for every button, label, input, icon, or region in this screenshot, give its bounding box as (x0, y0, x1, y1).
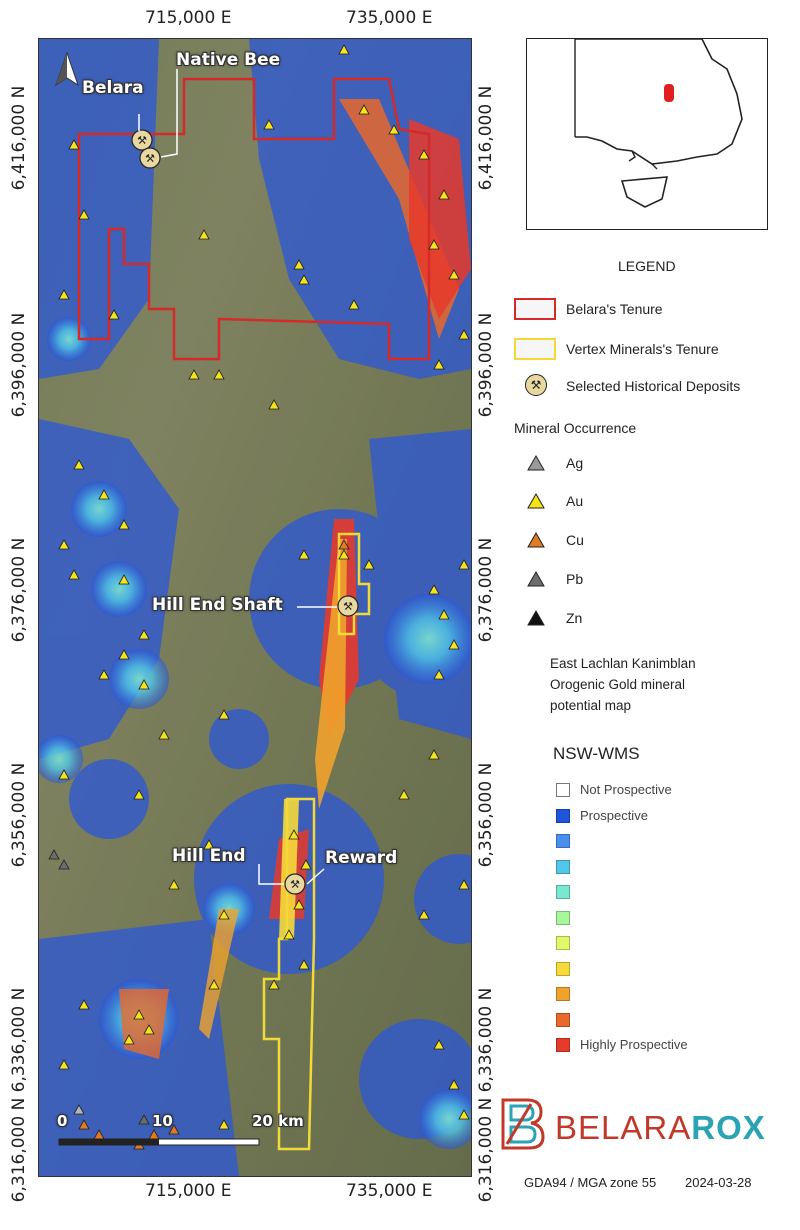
label-hill-end-shaft: Hill End Shaft (152, 595, 283, 615)
location-marker (664, 84, 674, 102)
legend-occurrence-title: Mineral Occurrence (514, 420, 637, 436)
bottom-x-label: 735,000 E (346, 1181, 433, 1201)
logo-part2: ROX (691, 1109, 766, 1146)
au-triangle-icon (526, 492, 546, 510)
wms-label: Highly Prospective (580, 1037, 688, 1052)
label-native-bee: Native Bee (176, 50, 281, 70)
scale-label-0: 0 (57, 1112, 68, 1130)
right-y-label: 6,376,000 N (476, 537, 496, 643)
right-y-label: 6,336,000 N (476, 987, 496, 1093)
scale-bar (59, 1139, 259, 1145)
map-note-line: potential map (550, 698, 632, 713)
wms-swatch (556, 1013, 570, 1027)
wms-swatch (556, 885, 570, 899)
label-hill-end: Hill End (172, 846, 246, 866)
wms-swatch (556, 783, 570, 797)
right-y-label: 6,416,000 N (476, 85, 496, 191)
zn-triangle-icon (526, 609, 546, 627)
wms-swatch (556, 834, 570, 848)
map-note-line: East Lachlan Kanimblan (550, 656, 696, 671)
legend-title: LEGEND (618, 258, 676, 274)
legend-ag: Ag (566, 455, 584, 471)
legend-belara-tenure: Belara's Tenure (566, 301, 663, 317)
left-y-label: 6,396,000 N (9, 312, 29, 418)
left-y-label: 6,376,000 N (9, 537, 29, 643)
left-y-label: 6,356,000 N (9, 762, 29, 868)
scale-label-10: 10 (152, 1112, 173, 1130)
wms-label: Prospective (580, 807, 648, 823)
legend-historical-deposits: Selected Historical Deposits (566, 378, 741, 394)
legend-au: Au (566, 493, 584, 509)
date-text: 2024-03-28 (685, 1175, 752, 1190)
right-y-label: 6,356,000 N (476, 762, 496, 868)
belararox-wordmark (555, 1109, 766, 1147)
legend-vertex-tenure: Vertex Minerals's Tenure (566, 341, 719, 357)
logo-part1: BELARA (555, 1109, 692, 1146)
vertex-tenure-swatch (514, 338, 556, 360)
svg-text:⚒: ⚒ (137, 134, 147, 147)
wms-swatch (556, 987, 570, 1001)
label-reward: Reward (325, 848, 398, 868)
left-y-label: 6,316,000 N (9, 1097, 29, 1203)
bottom-x-label: 715,000 E (145, 1181, 232, 1201)
projection-text: GDA94 / MGA zone 55 (524, 1175, 657, 1190)
wms-swatch (556, 911, 570, 925)
wms-swatch (556, 1038, 570, 1052)
belararox-logo-icon (497, 1096, 549, 1152)
svg-text:⚒: ⚒ (145, 152, 155, 165)
legend-zn: Zn (566, 610, 583, 626)
belara-tenure-swatch (514, 298, 556, 320)
left-y-label: 6,336,000 N (9, 987, 29, 1093)
pb-triangle-icon (526, 570, 546, 588)
legend-pb: Pb (566, 571, 584, 587)
wms-swatch (556, 936, 570, 950)
legend-cu: Cu (566, 532, 584, 548)
wms-title: NSW-WMS (553, 744, 640, 763)
wms-swatch (556, 860, 570, 874)
cu-triangle-icon (526, 531, 546, 549)
wms-label: Not Prospective (580, 782, 672, 797)
svg-text:⚒: ⚒ (290, 878, 300, 891)
svg-text:⚒: ⚒ (343, 600, 353, 613)
ag-triangle-icon (526, 454, 546, 472)
inset-locator-map (526, 38, 768, 230)
label-belara: Belara (82, 78, 144, 98)
wms-swatch (556, 809, 570, 823)
top-x-label: 715,000 E (145, 8, 232, 28)
wms-swatch (556, 962, 570, 976)
mine-icon: ⚒ (525, 374, 547, 396)
map-note-line: Orogenic Gold mineral (550, 677, 686, 692)
right-y-label: 6,316,000 N (476, 1097, 496, 1203)
scale-label-20: 20 km (252, 1112, 304, 1130)
left-y-label: 6,416,000 N (9, 85, 29, 191)
top-x-label: 735,000 E (346, 8, 433, 28)
right-y-label: 6,396,000 N (476, 312, 496, 418)
